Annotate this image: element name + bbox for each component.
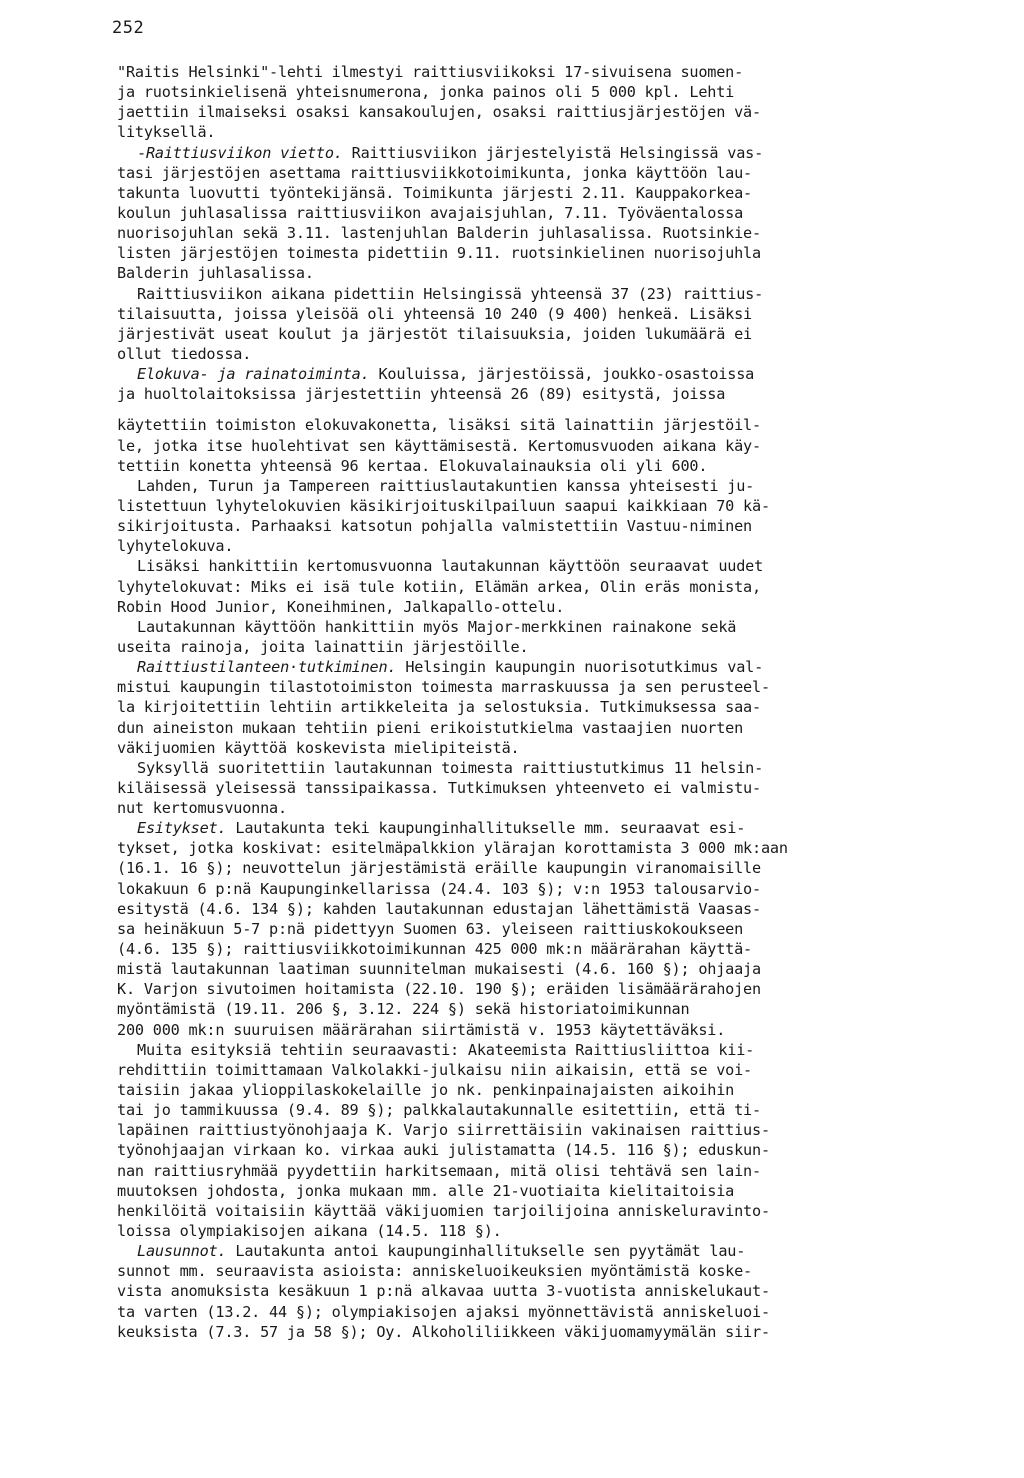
line-text: vista anomuksista kesäkuun 1 p:nä alkavaa uutta 3-vuotista anniskelukaut- — [117, 1282, 770, 1301]
line-text: nuorisojuhlan sekä 3.11. lastenjuhlan Balderin juhlasalissa. Ruotsinkie- — [117, 224, 761, 243]
line-text: Raittiusviikon järjestelyistä Helsingissä vas- — [342, 143, 764, 162]
text-line — [117, 657, 997, 677]
text-line — [117, 979, 997, 999]
text-line — [117, 818, 997, 838]
line-text: "Raitis Helsinki"-lehti ilmestyi raittiusviikoksi 17-sivuisena suomen- — [117, 63, 744, 81]
text-line — [117, 577, 997, 597]
line-text: useita rainoja, joita lainattiin järjestöille. — [117, 637, 529, 656]
text-body — [117, 62, 997, 1342]
line-text: koulun juhlasalissa raittiusviikon avajaisjuhlan, 7.11. Työväentalossa — [117, 203, 744, 222]
text-line — [117, 1080, 997, 1100]
line-text: (16.1. 16 §); neuvottelun järjestämistä eräille kaupungin viranomaisille — [117, 859, 761, 878]
text-line — [117, 738, 997, 758]
text-line — [117, 617, 997, 637]
line-text: Lautakunnan käyttöön hankittiin myös Major-merkkinen rainakone sekä — [137, 617, 737, 636]
text-line — [117, 1302, 997, 1322]
line-text: tasi järjestöjen asettama raittiusviikkotoimikunta, jonka käyttöön lau- — [117, 163, 752, 182]
text-line — [117, 122, 997, 142]
text-line — [117, 62, 997, 82]
section-heading: Elokuva- ja rainatoiminta. — [137, 365, 370, 384]
line-text: K. Varjon sivutoimen hoitamista (22.10. 190 §); eräiden lisämäärärahojen — [117, 980, 761, 999]
text-line — [117, 415, 997, 435]
text-line — [117, 82, 997, 102]
page-number: 252 — [112, 18, 145, 38]
text-line — [117, 163, 997, 183]
text-line — [117, 183, 997, 203]
line-text: esitystä (4.6. 134 §); kahden lautakunnan edustajan lähettämistä Vaasas- — [117, 899, 761, 918]
text-line — [117, 284, 997, 304]
line-text: 200 000 mk:n suuruisen määrärahan siirtämistä v. 1953 käytettäväksi. — [117, 1020, 726, 1039]
text-line — [117, 263, 997, 283]
line-text: Lisäksi hankittiin kertomusvuonna lautakunnan käyttöön seuraavat uudet — [137, 557, 764, 576]
section-heading: Raittiustilanteen·tutkiminen. — [137, 658, 397, 677]
line-text: jaettiin ilmaiseksi osaksi kansakoulujen, osaksi raittiusjärjestöjen vä- — [117, 103, 761, 122]
text-line — [117, 1060, 997, 1080]
line-text: Lautakunta teki kaupunginhallitukselle mm. seuraavat esi- — [226, 819, 746, 838]
text-line — [117, 758, 997, 778]
text-line — [117, 536, 997, 556]
text-line — [117, 203, 997, 223]
line-text: Robin Hood Junior, Koneihminen, Jalkapallo-ottelu. — [117, 597, 565, 616]
text-line — [117, 1181, 997, 1201]
line-text: tettiin konetta yhteensä 96 kertaa. Elokuvalainauksia oli yli 600. — [117, 456, 708, 475]
text-line — [117, 324, 997, 344]
line-text: väkijuomien käyttöä koskevista mielipiteistä. — [117, 738, 520, 757]
line-text: järjestivät useat koulut ja järjestöt tilaisuuksia, joiden lukumäärä ei — [117, 324, 752, 343]
line-text: keuksista (7.3. 57 ja 58 §); Oy. Alkoholiliikkeen väkijuomamyymälän siir- — [117, 1322, 770, 1341]
text-line — [117, 344, 997, 364]
line-text: Raittiusviikon aikana pidettiin Helsingissä yhteensä 37 (23) raittius- — [137, 284, 764, 303]
line-text: rehdittiin toimittamaan Valkolakki-julkaisu niin aikaisin, että se voi- — [117, 1060, 752, 1079]
line-text: tai jo tammikuussa (9.4. 89 §); palkkalautakunnalle esitettiin, että ti- — [117, 1101, 761, 1120]
line-lead-mark: - — [137, 143, 146, 162]
text-line — [117, 516, 997, 536]
text-line — [117, 637, 997, 657]
text-line — [117, 1241, 997, 1261]
line-text: takunta luovutti työntekijänsä. Toimikunta järjesti 2.11. Kauppakorkea- — [117, 183, 752, 202]
text-line — [117, 1221, 997, 1241]
line-text: ja ruotsinkielisenä yhteisnumerona, jonka painos oli 5 000 kpl. Lehti — [117, 83, 735, 102]
line-text: le, jotka itse huolehtivat sen käyttämisestä. Kertomusvuoden aikana käy- — [117, 436, 761, 455]
line-text: lapäinen raittiustyönohjaaja K. Varjo siirrettäisiin vakinaisen raittius- — [117, 1121, 770, 1140]
line-text: loissa olympiakisojen aikana (14.5. 118 §). — [117, 1222, 502, 1241]
line-text: listen järjestöjen toimesta pidettiin 9.11. ruotsinkielinen nuorisojuhla — [117, 244, 761, 263]
line-text: ollut tiedossa. — [117, 344, 252, 363]
text-line — [117, 496, 997, 516]
text-line — [117, 999, 997, 1019]
text-line — [117, 697, 997, 717]
line-text: taisiin jakaa ylioppilaskokelaille jo nk. penkinpainajaisten aikoihin — [117, 1081, 735, 1100]
text-line — [117, 556, 997, 576]
text-line — [117, 1322, 997, 1342]
line-text: lyhytelokuvat: Miks ei isä tule kotiin, Elämän arkea, Olin eräs monista, — [117, 577, 761, 596]
text-line — [117, 959, 997, 979]
line-text: Lautakunta antoi kaupunginhallitukselle sen pyytämät lau- — [226, 1242, 746, 1261]
line-text: Syksyllä suoritettiin lautakunnan toimesta raittiustutkimus 11 helsin- — [137, 758, 764, 777]
text-line — [117, 1201, 997, 1221]
line-text: kiläisessä yleisessä tanssipaikassa. Tutkimuksen yhteenveto ei valmistu- — [117, 778, 761, 797]
text-line — [117, 1100, 997, 1120]
text-line — [117, 677, 997, 697]
line-text: muutoksen johdosta, jonka mukaan mm. alle 21-vuotiaita kielitaitoisia — [117, 1181, 735, 1200]
line-text: myöntämistä (19.11. 206 §, 3.12. 224 §) sekä historiatoimikunnan — [117, 1000, 690, 1019]
section-heading: Lausunnot. — [137, 1242, 227, 1261]
line-text: työnohjaajan virkaan ko. virkaa auki julistamatta (14.5. 116 §); eduskun- — [117, 1141, 770, 1160]
section-heading: Esitykset. — [137, 819, 227, 838]
text-line — [117, 939, 997, 959]
line-text: nut kertomusvuonna. — [117, 799, 287, 818]
text-line — [117, 143, 997, 163]
text-line — [117, 304, 997, 324]
text-line — [117, 364, 997, 384]
line-text: Lahden, Turun ja Tampereen raittiuslautakuntien kanssa yhteisesti ju- — [137, 476, 755, 495]
line-text: Kouluissa, järjestöissä, joukko-osastoissa — [369, 365, 755, 384]
line-text: sa heinäkuun 5-7 p:nä pidettyyn Suomen 63. yleiseen raittiuskokoukseen — [117, 919, 744, 938]
line-text: sikirjoitusta. Parhaaksi katsotun pohjalla valmistettiin Vastuu-niminen — [117, 517, 752, 536]
line-text: Muita esityksiä tehtiin seuraavasti: Akateemista Raittiusliittoa kii- — [137, 1040, 755, 1059]
line-text: käytettiin toimiston elokuvakonetta, lisäksi sitä lainattiin järjestöil- — [117, 416, 761, 435]
text-line — [117, 858, 997, 878]
line-text: mistui kaupungin tilastotoimiston toimesta marraskuussa ja sen perusteel- — [117, 678, 770, 697]
text-line — [117, 1040, 997, 1060]
line-text: lyhytelokuva. — [117, 537, 234, 556]
text-line — [117, 597, 997, 617]
text-line — [117, 456, 997, 476]
text-line — [117, 243, 997, 263]
text-line — [117, 718, 997, 738]
line-text: listettuun lyhytelokuvien käsikirjoituskilpailuun saapui kaikkiaan 70 kä- — [117, 496, 770, 515]
line-text: henkilöitä voitaisiin käyttää väkijuomien tarjoilijoina anniskeluravinto- — [117, 1201, 770, 1220]
text-line — [117, 1140, 997, 1160]
line-text: ta varten (13.2. 44 §); olympiakisojen ajaksi myönnettävistä anniskeluoi- — [117, 1302, 770, 1321]
line-text: lityksellä. — [117, 123, 216, 142]
text-line — [117, 384, 997, 404]
line-text: Balderin juhlasalissa. — [117, 264, 314, 283]
text-line — [117, 1261, 997, 1281]
text-line — [117, 899, 997, 919]
line-text: Helsingin kaupungin nuorisotutkimus val- — [396, 658, 764, 677]
line-text: la kirjoitettiin lehtiin artikkeleita ja selostuksia. Tutkimuksessa saa- — [117, 698, 761, 717]
line-text: mistä lautakunnan laatiman suunnitelman mukaisesti (4.6. 160 §); ohjaaja — [117, 960, 761, 979]
line-text: tilaisuutta, joissa yleisöä oli yhteensä 10 240 (9 400) henkeä. Lisäksi — [117, 304, 752, 323]
text-line — [117, 436, 997, 456]
line-text: tykset, jotka koskivat: esitelmäpalkkion ylärajan korottamista 3 000 mk:aan — [117, 839, 788, 858]
line-text: (4.6. 135 §); raittiusviikkotoimikunnan 425 000 mk:n määrärahan käyttä- — [117, 940, 752, 959]
text-line — [117, 1161, 997, 1181]
text-line — [117, 1281, 997, 1301]
line-text: sunnot mm. seuraavista asioista: anniskeluoikeuksien myöntämistä koske- — [117, 1262, 752, 1281]
text-line — [117, 102, 997, 122]
text-line — [117, 778, 997, 798]
section-heading: Raittiusviikon vietto. — [145, 143, 343, 162]
text-line — [117, 223, 997, 243]
line-text: dun aineiston mukaan tehtiin pieni erikoistutkielma vastaajien nuorten — [117, 718, 744, 737]
text-line — [117, 838, 997, 858]
text-line — [117, 1020, 997, 1040]
text-line — [117, 919, 997, 939]
text-line — [117, 798, 997, 818]
line-text: nan raittiusryhmää pyydettiin harkitsemaan, mitä olisi tehtävä sen lain- — [117, 1161, 761, 1180]
text-line — [117, 879, 997, 899]
text-line — [117, 1120, 997, 1140]
text-line — [117, 476, 997, 496]
line-text: lokakuun 6 p:nä Kaupunginkellarissa (24.4. 103 §); v:n 1953 talousarvio- — [117, 879, 761, 898]
line-text: ja huoltolaitoksissa järjestettiin yhteensä 26 (89) esitystä, joissa — [117, 385, 726, 404]
